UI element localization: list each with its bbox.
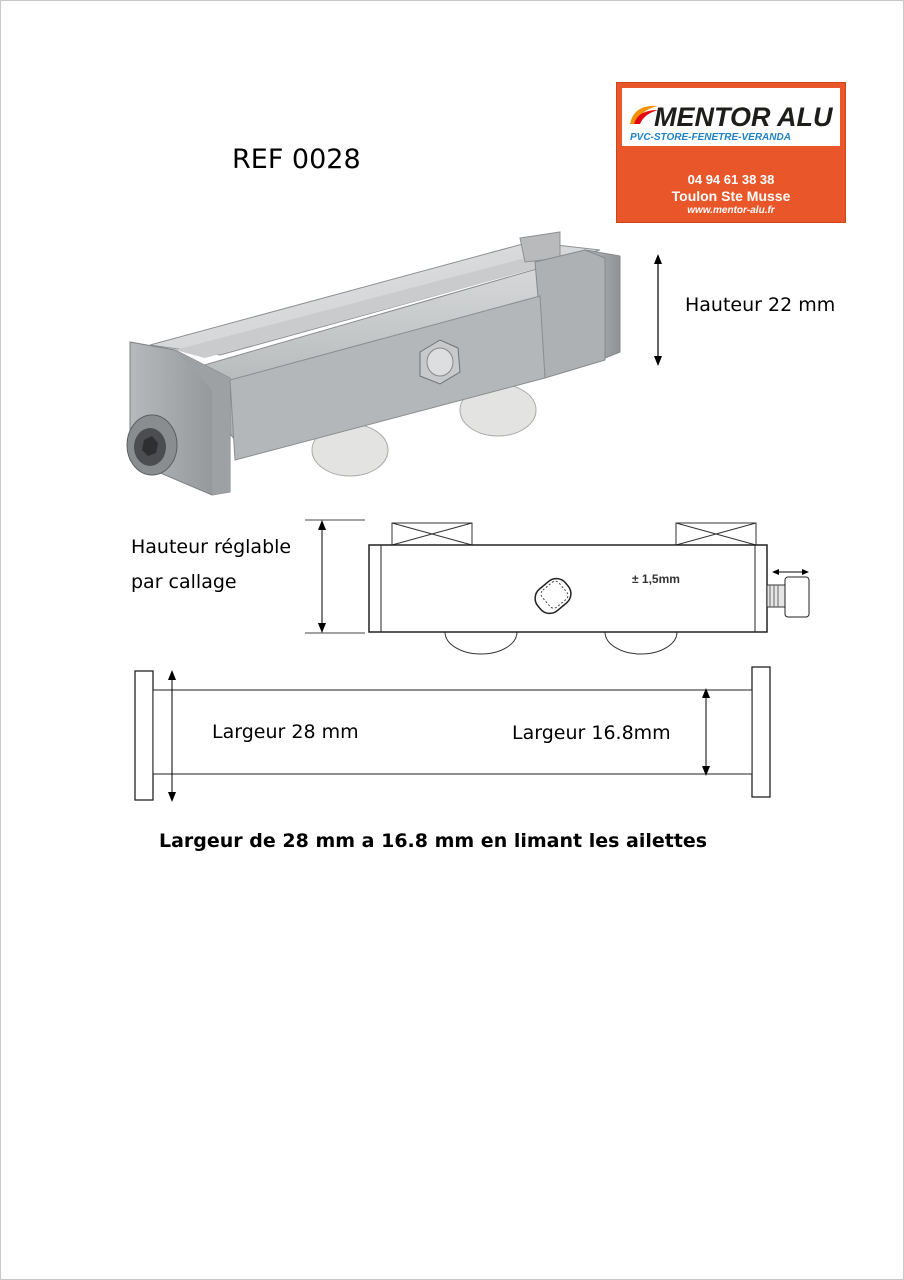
logo-phone: 04 94 61 38 38 <box>687 172 775 187</box>
caption-text: Largeur de 28 mm a 16.8 mm en limant les ailettes <box>159 830 708 852</box>
logo-name: MENTOR ALU <box>654 102 833 132</box>
logo-website: www.mentor-alu.fr <box>687 205 775 216</box>
logo-city: Toulon Ste Musse <box>671 188 791 204</box>
adjustable-height-label: Hauteur réglable <box>131 536 292 558</box>
reference-label: REF 0028 <box>232 144 361 175</box>
adjustable-height-note: par callage <box>131 571 237 593</box>
tolerance-label: ± 1,5mm <box>632 572 680 586</box>
height-label: Hauteur 22 mm <box>685 294 836 316</box>
logo-tagline: PVC-STORE-FENETRE-VERANDA <box>630 132 791 143</box>
width-reduced-label: Largeur 16.8mm <box>512 722 671 744</box>
width-full-label: Largeur 28 mm <box>212 721 359 743</box>
